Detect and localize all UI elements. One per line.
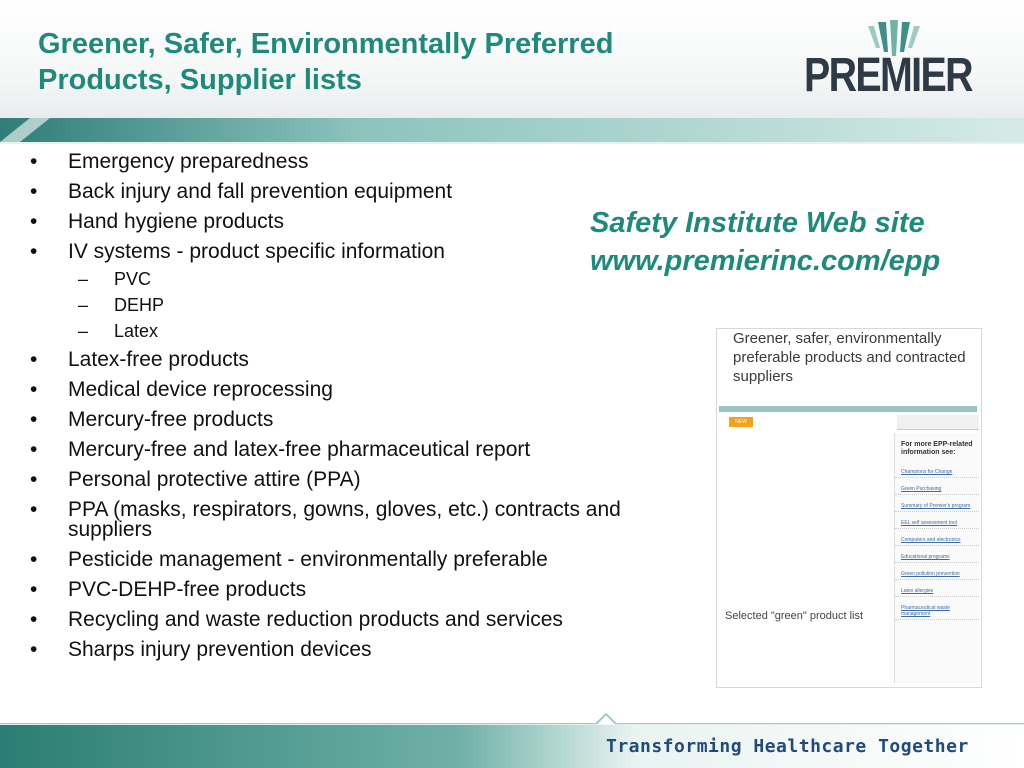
bullet-text: Recycling and waste reduction products and services xyxy=(68,608,563,631)
sub-bullet-item xyxy=(30,322,710,340)
thumb-sidebar-link[interactable]: Educational programs xyxy=(895,552,979,563)
bullet-marker: • xyxy=(30,210,38,233)
sub-bullet-item xyxy=(30,296,710,314)
thumb-tabs xyxy=(897,415,979,430)
bullet-text: Latex-free products xyxy=(68,348,249,371)
bullet-text: PVC-DEHP-free products xyxy=(68,578,307,601)
bullet-marker: • xyxy=(30,498,38,521)
bullet-item xyxy=(30,182,710,202)
bullet-marker: • xyxy=(30,150,38,173)
thumb-sidebar-link[interactable]: Computers and electronics xyxy=(895,535,979,546)
thumb-sidebar-link[interactable]: Green pollution prevention xyxy=(895,569,979,580)
bullet-text: Latex xyxy=(114,321,159,341)
dash-marker: – xyxy=(78,295,89,315)
bullet-marker: • xyxy=(30,348,38,371)
bullet-text: Personal protective attire (PPA) xyxy=(68,468,361,491)
thumb-sidebar-heading: For more EPP-related information see: xyxy=(901,441,973,456)
bullet-text: PVC xyxy=(114,269,152,289)
bullet-text: Back injury and fall prevention equipment xyxy=(68,180,453,203)
bullet-item xyxy=(30,410,710,430)
bullet-marker: • xyxy=(30,180,38,203)
bullet-item xyxy=(30,550,710,570)
dash-marker: – xyxy=(78,321,89,341)
bullet-marker: • xyxy=(30,240,38,263)
header-divider-band xyxy=(0,118,1024,148)
bullet-marker: • xyxy=(30,608,38,631)
footer-tagline: Transforming Healthcare Together xyxy=(606,736,969,757)
dash-marker: – xyxy=(78,269,89,289)
logo-text: PREMIER xyxy=(804,49,972,102)
bullet-text: Sharps injury prevention devices xyxy=(68,638,372,661)
website-screenshot xyxy=(716,328,982,688)
bullet-text: Medical device reprocessing xyxy=(68,378,333,401)
bullet-marker: • xyxy=(30,578,38,601)
bullet-item xyxy=(30,610,710,630)
bullet-item xyxy=(30,152,710,172)
bullet-text: PPA (masks, respirators, gowns, gloves, etc.) contracts and suppliers xyxy=(68,498,621,541)
thumb-body-text xyxy=(727,437,887,449)
thumb-new-badge: NEW xyxy=(729,417,753,427)
thumb-sidebar-link[interactable]: Latex allergies xyxy=(895,586,979,597)
bullet-item xyxy=(30,470,710,490)
premier-logo xyxy=(804,18,984,102)
bullet-item xyxy=(30,350,710,370)
bullet-item xyxy=(30,440,710,460)
bullet-item xyxy=(30,500,710,540)
thumb-sidebar-link[interactable]: Pharmaceutical waste management xyxy=(895,603,979,620)
bullet-text: Mercury-free and latex-free pharmaceutical report xyxy=(68,438,531,461)
bullet-item xyxy=(30,380,710,400)
bullet-text: IV systems - product specific information xyxy=(68,240,445,263)
bullet-text: DEHP xyxy=(114,295,165,315)
slide-title xyxy=(38,26,758,98)
bullet-marker: • xyxy=(30,638,38,661)
thumb-selected-heading: Selected "green" product list xyxy=(725,610,864,622)
thumb-title: Greener, safer, environmentally preferable products and contracted suppliers xyxy=(733,330,966,385)
bullet-marker: • xyxy=(30,468,38,491)
bullet-item xyxy=(30,640,710,660)
bullet-item xyxy=(30,580,710,600)
callout-url[interactable]: www.premierinc.com/epp xyxy=(590,245,941,277)
thumb-sidebar-link[interactable]: Champions for Change xyxy=(895,467,979,478)
bullet-marker: • xyxy=(30,438,38,461)
callout xyxy=(590,204,1020,280)
bullet-text: Hand hygiene products xyxy=(68,210,284,233)
bullet-marker: • xyxy=(30,548,38,571)
bullet-text: Emergency preparedness xyxy=(68,150,309,173)
bullet-marker: • xyxy=(30,408,38,431)
callout-line1: Safety Institute Web site xyxy=(590,207,925,239)
bullet-marker: • xyxy=(30,378,38,401)
thumb-sidebar-link[interactable]: Summary of Premier's program xyxy=(895,501,979,512)
thumb-sidebar-links xyxy=(895,467,979,620)
slide-title-line1: Greener, Safer, Environmentally Preferred xyxy=(38,28,614,60)
thumb-bar xyxy=(719,406,977,412)
thumb-sidebar-link[interactable]: Green Purchasing xyxy=(895,484,979,495)
bullet-text: Mercury-free products xyxy=(68,408,274,431)
slide-title-line2: Products, Supplier lists xyxy=(38,64,362,96)
thumb-sidebar-link[interactable]: EEL self assessment tool xyxy=(895,518,979,529)
bullet-text: Pesticide management - environmentally preferable xyxy=(68,548,548,571)
thumb-sidebar xyxy=(894,433,979,683)
